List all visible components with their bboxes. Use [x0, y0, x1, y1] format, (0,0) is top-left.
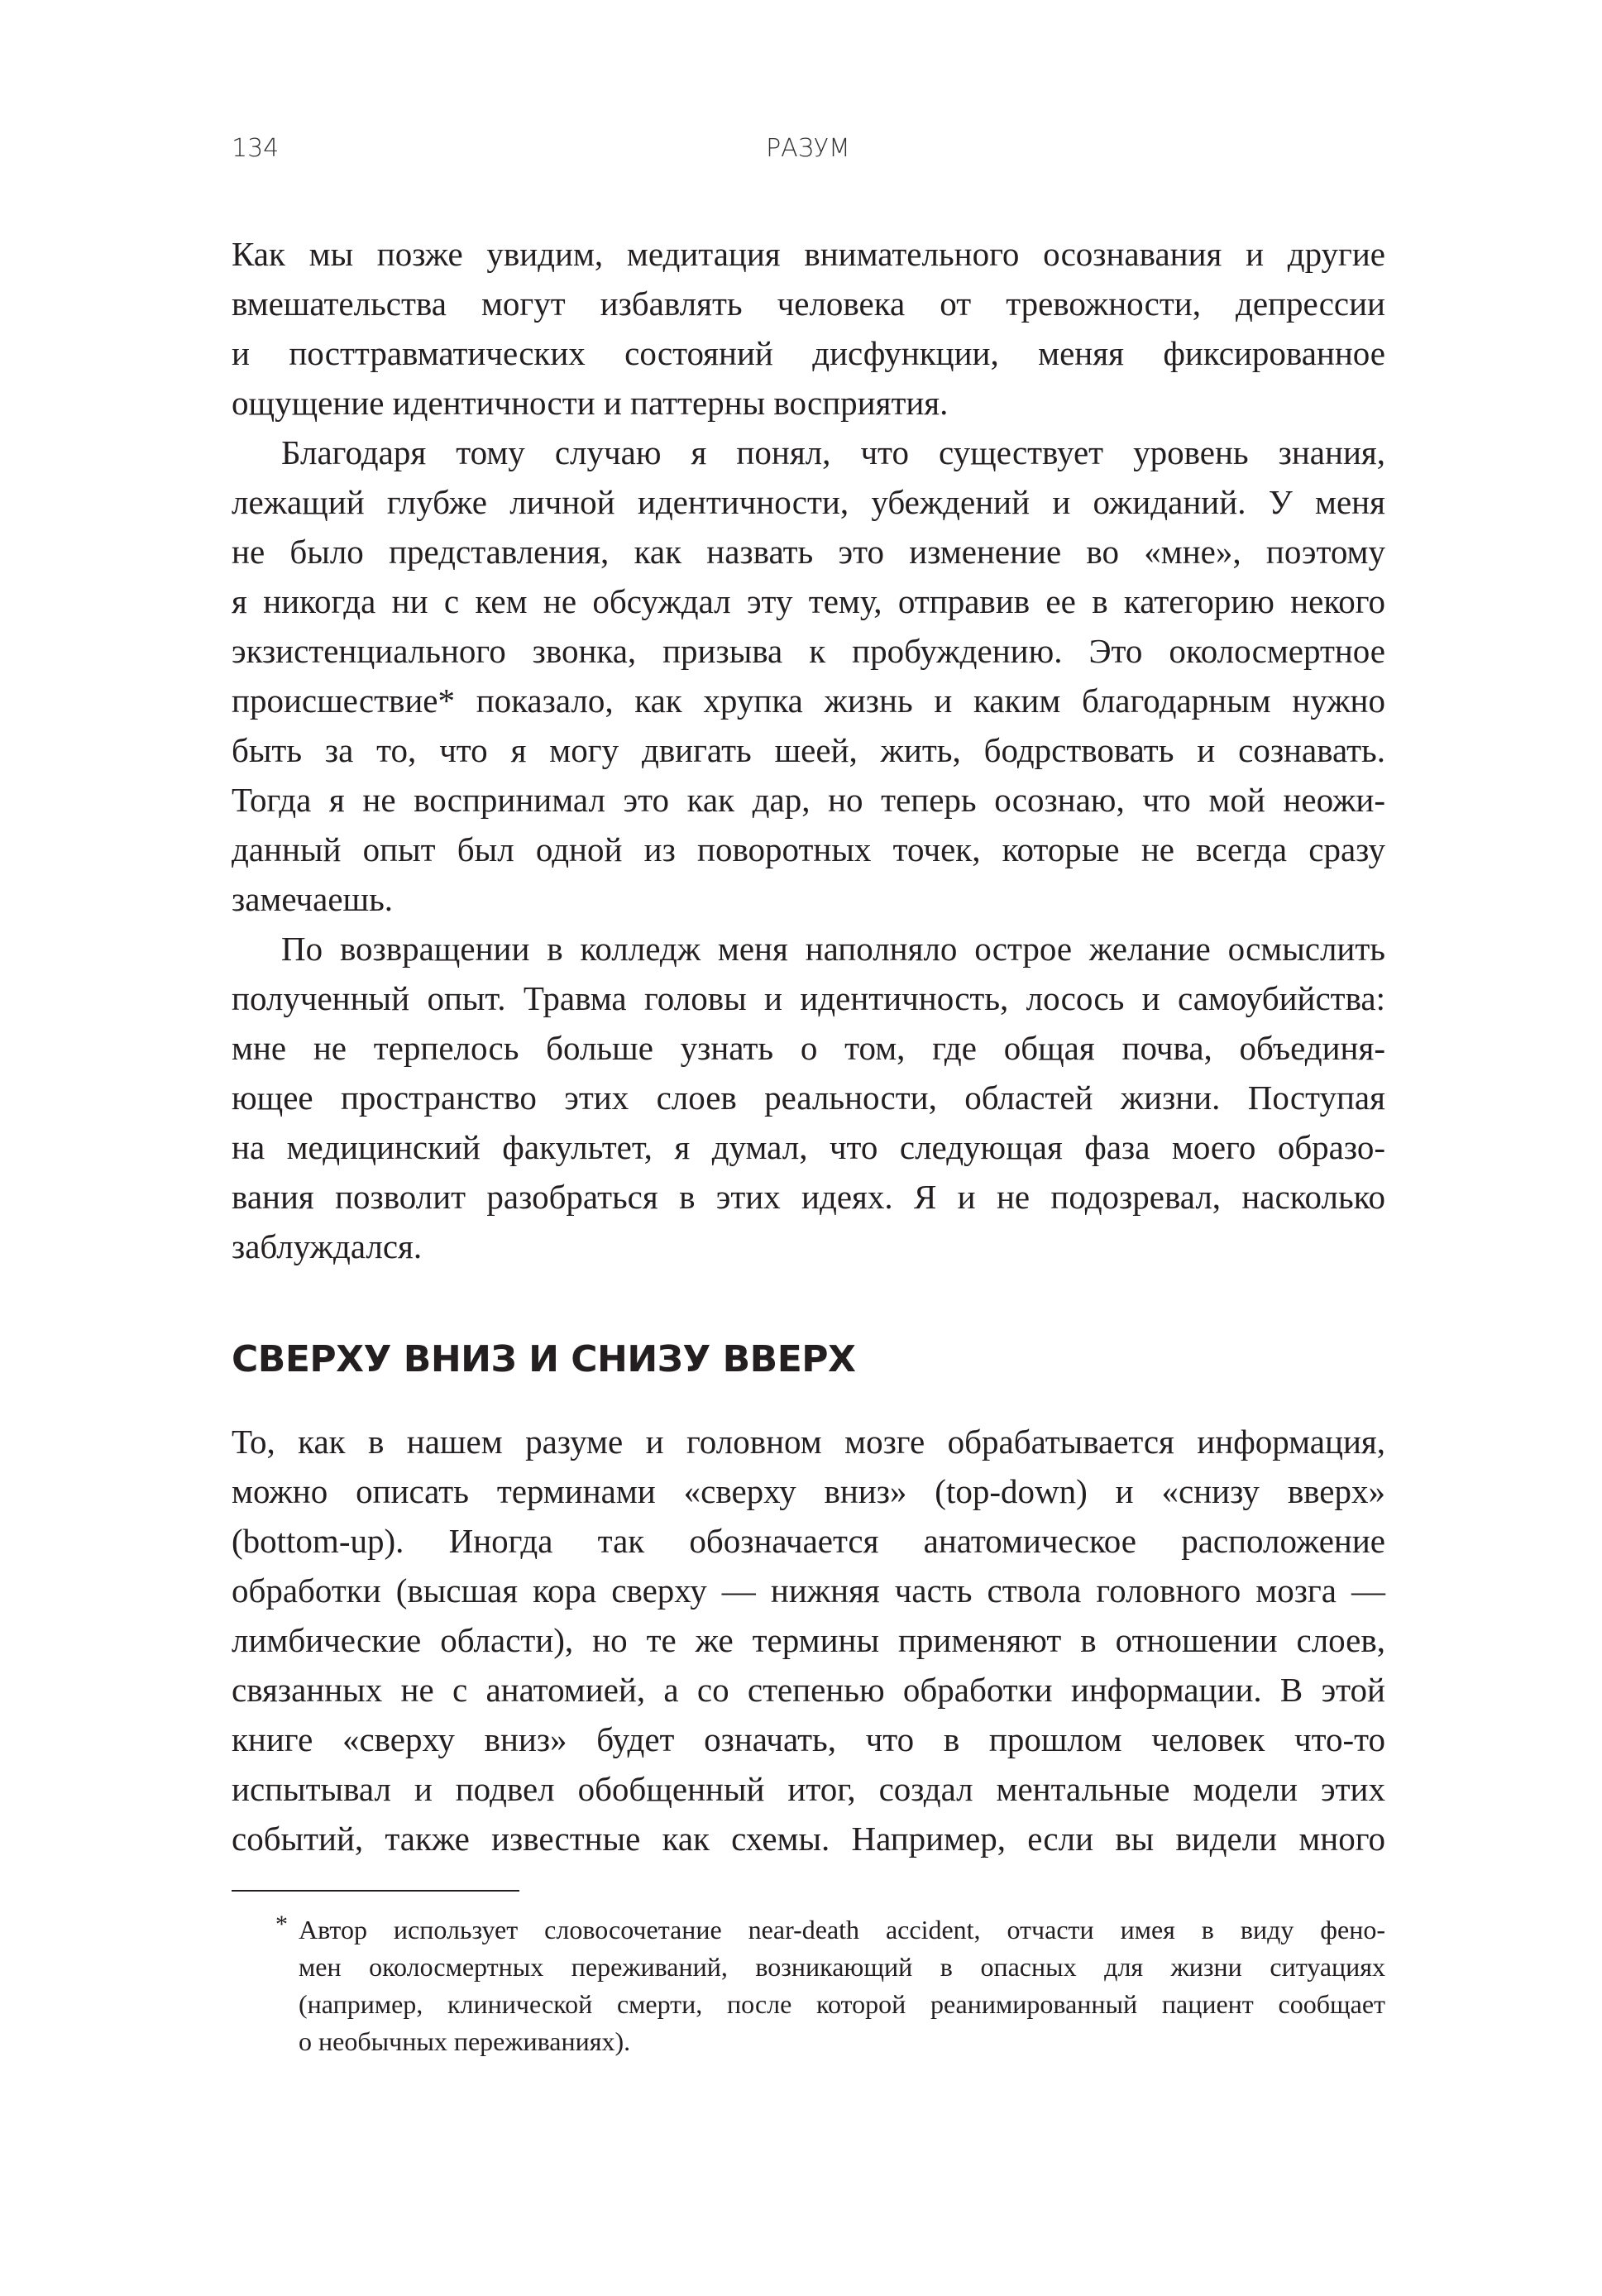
text-line: можно описать терминами «сверху вниз» (top-down) и «снизу вверх»	[232, 1472, 1385, 1510]
text-line: данный опыт был одной из поворотных точек, которые не всегда сразу	[232, 830, 1385, 868]
paragraph	[232, 924, 1385, 1271]
text-line: и посттравматических состояний дисфункции, меняя фиксированное	[232, 334, 1385, 372]
body-text-after	[232, 1417, 1385, 1863]
text-line: вания позволит разобраться в этих идеях. Я и не подозревал, насколько	[232, 1178, 1385, 1216]
text-line: не было представления, как назвать это изменение во «мне», поэтому	[232, 533, 1385, 571]
text-line: замечаешь.	[232, 880, 394, 918]
text-line: происшествие* показало, как хрупка жизнь и каким благодарным нужно	[232, 682, 1385, 720]
text-line: обработки (высшая кора сверху — нижняя часть ствола головного мозга —	[232, 1571, 1385, 1610]
text-line: Как мы позже увидим, медитация внимательного осознавания и другие	[232, 235, 1385, 273]
text-line: По возвращении в колледж меня наполняло острое желание осмыслить	[281, 930, 1385, 968]
text-line: я никогда ни с кем не обсуждал эту тему, отправив ее в категорию некого	[232, 582, 1385, 620]
paragraph	[232, 428, 1385, 924]
text-line: заблуждался.	[232, 1227, 423, 1265]
text-line: мне не терпелось больше узнать о том, где общая почва, объединя-	[232, 1029, 1385, 1067]
footnote-line: Автор использует словосочетание near-death accident, отчасти имея в виду фено-	[299, 1915, 1385, 1944]
text-line: лимбические области), но те же термины применяют в отношении слоев,	[232, 1621, 1385, 1659]
footnote-line: о необычных переживаниях).	[299, 2026, 631, 2056]
text-line: на медицинский факультет, я думал, что следующая фаза моего образо-	[232, 1128, 1385, 1166]
text-line: событий, также известные как схемы. Например, если вы видели много	[232, 1820, 1385, 1858]
text-line: вмешательства могут избавлять человека от тревожности, депрессии	[232, 285, 1385, 323]
paragraph	[232, 229, 1385, 428]
text-line: Тогда я не воспринимал это как дар, но теперь осознаю, что мой неожи-	[232, 781, 1385, 819]
page-number: 134	[232, 134, 280, 163]
text-line: испытывал и подвел обобщенный итог, создал ментальные модели этих	[232, 1770, 1385, 1808]
footnote-line: мен околосмертных переживаний, возникающий в опасных для жизни ситуациях	[299, 1952, 1385, 1982]
text-line: экзистенциального звонка, призыва к пробуждению. Это околосмертное	[232, 632, 1385, 670]
text-line: (bottom-up). Иногда так обозначается анатомическое расположение	[232, 1522, 1385, 1560]
text-line: Благодаря тому случаю я понял, что существует уровень знания,	[281, 433, 1385, 471]
section-heading: СВЕРХУ ВНИЗ И СНИЗУ ВВЕРХ	[232, 1338, 856, 1380]
text-line: ощущение идентичности и паттерны восприятия.	[232, 384, 949, 422]
body-text-before	[232, 229, 1385, 1271]
running-title: РАЗУМ	[766, 134, 850, 163]
text-line: книге «сверху вниз» будет означать, что в прошлом человек что-то	[232, 1720, 1385, 1758]
footnote-divider	[232, 1890, 519, 1892]
text-line: быть за то, что я могу двигать шеей, жить, бодрствовать и сознавать.	[232, 731, 1385, 769]
text-line: связанных не с анатомией, а со степенью обработки информации. В этой	[232, 1671, 1385, 1709]
paragraph	[232, 1417, 1385, 1863]
text-line: полученный опыт. Травма головы и идентичность, лосось и самоубийства:	[232, 979, 1385, 1017]
text-line: То, как в нашем разуме и головном мозге обрабатывается информация,	[232, 1423, 1385, 1461]
footnote-line: (например, клинической смерти, после которой реанимированный пациент сообщает	[299, 1989, 1385, 2019]
text-line: ющее пространство этих слоев реальности, областей жизни. Поступая	[232, 1079, 1385, 1117]
footnote-marker: *	[275, 1911, 288, 1938]
text-line: лежащий глубже личной идентичности, убеждений и ожиданий. У меня	[232, 483, 1385, 521]
footnote	[299, 1911, 1385, 2060]
